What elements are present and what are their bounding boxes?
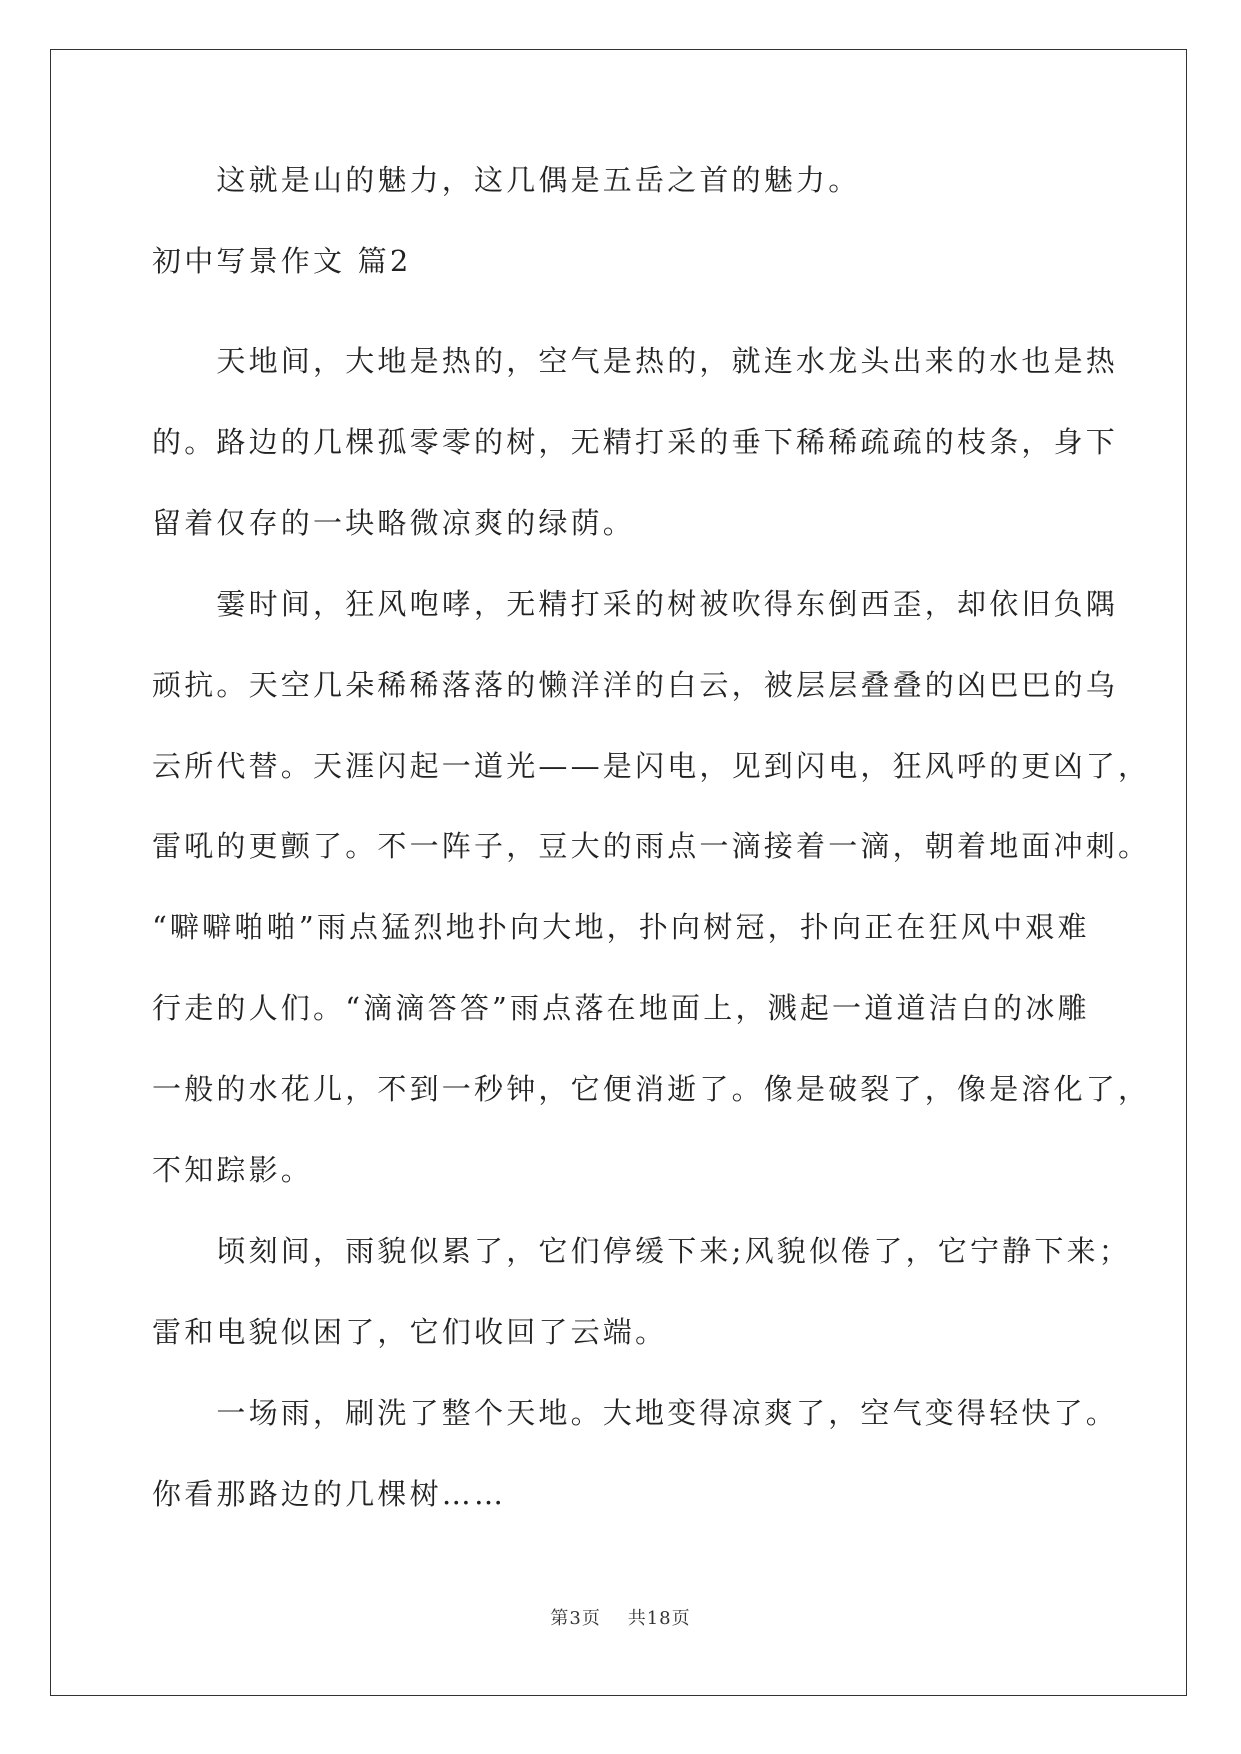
paragraph-line: 不知踪影。 xyxy=(152,1153,314,1187)
paragraph-line: 你看那路边的几棵树…… xyxy=(152,1477,507,1511)
paragraph-line: 行走的人们。“滴滴答答”雨点落在地面上，溅起一道道洁白的冰雕 xyxy=(152,991,1090,1025)
page-border xyxy=(50,49,1187,1696)
page-total: 共18页 xyxy=(627,1608,691,1629)
paragraph-line: 顷刻间，雨貌似累了，它们停缓下来;风貌似倦了，它宁静下来； xyxy=(152,1234,1131,1268)
page-number: 第3页 xyxy=(550,1608,601,1629)
paragraph-line: 雷吼的更颤了。不一阵子，豆大的雨点一滴接着一滴，朝着地面冲刺。 xyxy=(152,829,1151,863)
paragraph-line: 云所代替。天涯闪起一道光——是闪电，见到闪电，狂风呼的更凶了， xyxy=(152,749,1151,783)
paragraph-line: 顽抗。天空几朵稀稀落落的懒洋洋的白云，被层层叠叠的凶巴巴的乌 xyxy=(152,668,1119,702)
paragraph-line: “噼噼啪啪”雨点猛烈地扑向大地，扑向树冠，扑向正在狂风中艰难 xyxy=(152,910,1090,944)
paragraph-line: 留着仅存的一块略微凉爽的绿荫。 xyxy=(152,506,636,540)
paragraph-line: 雷和电貌似困了，它们收回了云端。 xyxy=(152,1315,668,1349)
paragraph-line: 的。路边的几棵孤零零的树，无精打采的垂下稀稀疏疏的枝条，身下 xyxy=(152,425,1119,459)
paragraph-line: 一般的水花儿，不到一秒钟，它便消逝了。像是破裂了，像是溶化了， xyxy=(152,1072,1151,1106)
paragraph-line: 一场雨，刷洗了整个天地。大地变得凉爽了，空气变得轻快了。 xyxy=(152,1396,1119,1430)
paragraph-line: 霎时间，狂风咆哮，无精打采的树被吹得东倒西歪，却依旧负隅 xyxy=(152,587,1119,621)
paragraph-line: 天地间，大地是热的，空气是热的，就连水龙头出来的水也是热 xyxy=(152,344,1119,378)
section-heading: 初中写景作文 篇2 xyxy=(152,244,412,278)
paragraph-line: 这就是山的魅力，这几偶是五岳之首的魅力。 xyxy=(152,163,861,197)
page-footer xyxy=(0,1604,1241,1630)
